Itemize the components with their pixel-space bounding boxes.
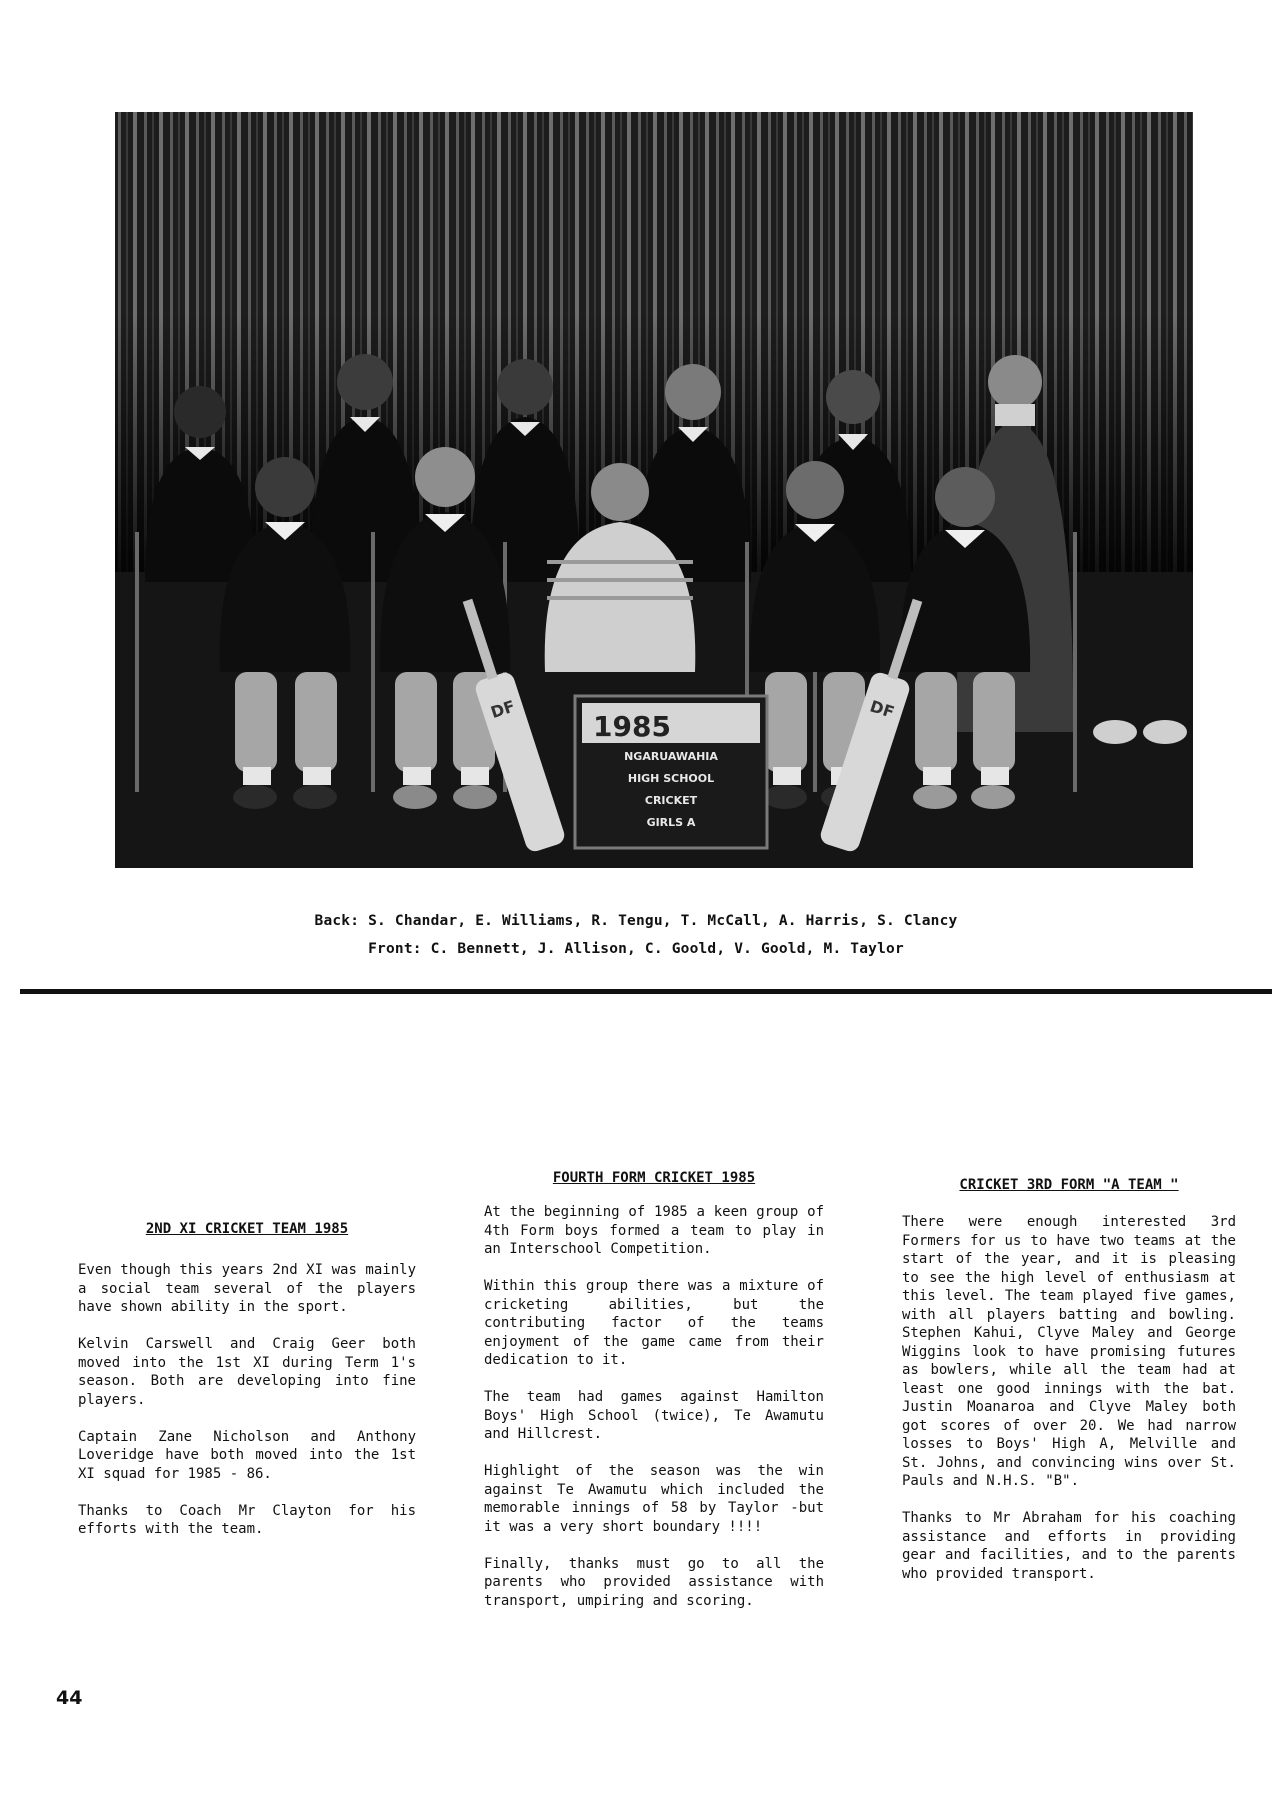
- fourth-form-paragraph: The team had games against Hamilton Boys' High School (twice), Te Awamutu and Hillcrest.: [484, 1389, 824, 1442]
- third-form-title: CRICKET 3RD FORM "A TEAM ": [959, 1177, 1179, 1193]
- svg-text:DF: DF: [867, 696, 897, 722]
- fourth-form-paragraph: Within this group there was a mixture of cricketing abilities, but the contributing factor of the teams enjoyment of the game came from their dedication to it.: [484, 1278, 824, 1368]
- team-photo-image: [115, 112, 1193, 868]
- second-xi-title: 2ND XI CRICKET TEAM 1985: [145, 1221, 349, 1237]
- second-xi-paragraph: Kelvin Carswell and Craig Geer both moved into the 1st XI during Term 1's season. Both are developing into fine players.: [78, 1336, 416, 1408]
- sign-line-1: NGARUAWAHIA: [624, 750, 718, 763]
- second-xi-body: [78, 1261, 416, 1557]
- section-divider: [20, 989, 1272, 994]
- fourth-form-paragraph: Finally, thanks must go to all the parents who provided assistance with transport, umpiring and scoring.: [484, 1555, 824, 1609]
- fourth-form-paragraph: Highlight of the season was the win against Te Awamutu which included the memorable innings of 58 by Taylor -but it was a very short boundary !!!!: [484, 1463, 824, 1535]
- caption-front-row: Front: C. Bennett, J. Allison, C. Goold, V. Goold, M. Taylor: [368, 941, 904, 957]
- fourth-form-title: FOURTH FORM CRICKET 1985: [552, 1170, 756, 1186]
- third-form-paragraph: There were enough interested 3rd Formers for us to have two teams at the start of the year, and it is pleasing to see the high level of enthusiasm at this level. The team played five games, with all players batting and bowling. Stephen Kahui, Clyve Maley and George Wiggins look to have promising futures as bowlers, while all the team had at least one good innings with the bat. Justin Moanaroa and Clyve Maley both got scores of over 20. We had narrow losses to Boys' High A, Melville and St. Johns, and convincing wins over St. Pauls and N.H.S. "B".: [902, 1214, 1236, 1489]
- fourth-form-paragraph: At the beginning of 1985 a keen group of 4th Form boys formed a team to play in an Interschool Competition.: [484, 1204, 824, 1257]
- sign-year: 1985: [593, 710, 671, 743]
- sign-line-4: GIRLS A: [646, 816, 696, 829]
- team-photo: [115, 112, 1193, 868]
- team-sign: [575, 696, 767, 848]
- third-form-paragraph: Thanks to Mr Abraham for his coaching assistance and efforts in providing gear and facilities, and to the parents who provided transport.: [902, 1510, 1236, 1582]
- page-number: 44: [56, 1687, 83, 1709]
- second-xi-paragraph: Thanks to Coach Mr Clayton for his efforts with the team.: [78, 1502, 416, 1537]
- second-xi-paragraph: Captain Zane Nicholson and Anthony Loveridge have both moved into the 1st XI squad for 1985 - 86.: [78, 1428, 416, 1482]
- sign-line-3: CRICKET: [644, 794, 698, 807]
- caption-back-row: Back: S. Chandar, E. Williams, R. Tengu, T. McCall, A. Harris, S. Clancy: [314, 913, 958, 929]
- third-form-body: [902, 1213, 1236, 1602]
- fourth-form-body: [484, 1203, 824, 1629]
- second-xi-paragraph: Even though this years 2nd XI was mainly a social team several of the players have shown ability in the sport.: [78, 1262, 416, 1315]
- sign-line-2: HIGH SCHOOL: [627, 772, 715, 785]
- svg-text:DF: DF: [488, 696, 518, 722]
